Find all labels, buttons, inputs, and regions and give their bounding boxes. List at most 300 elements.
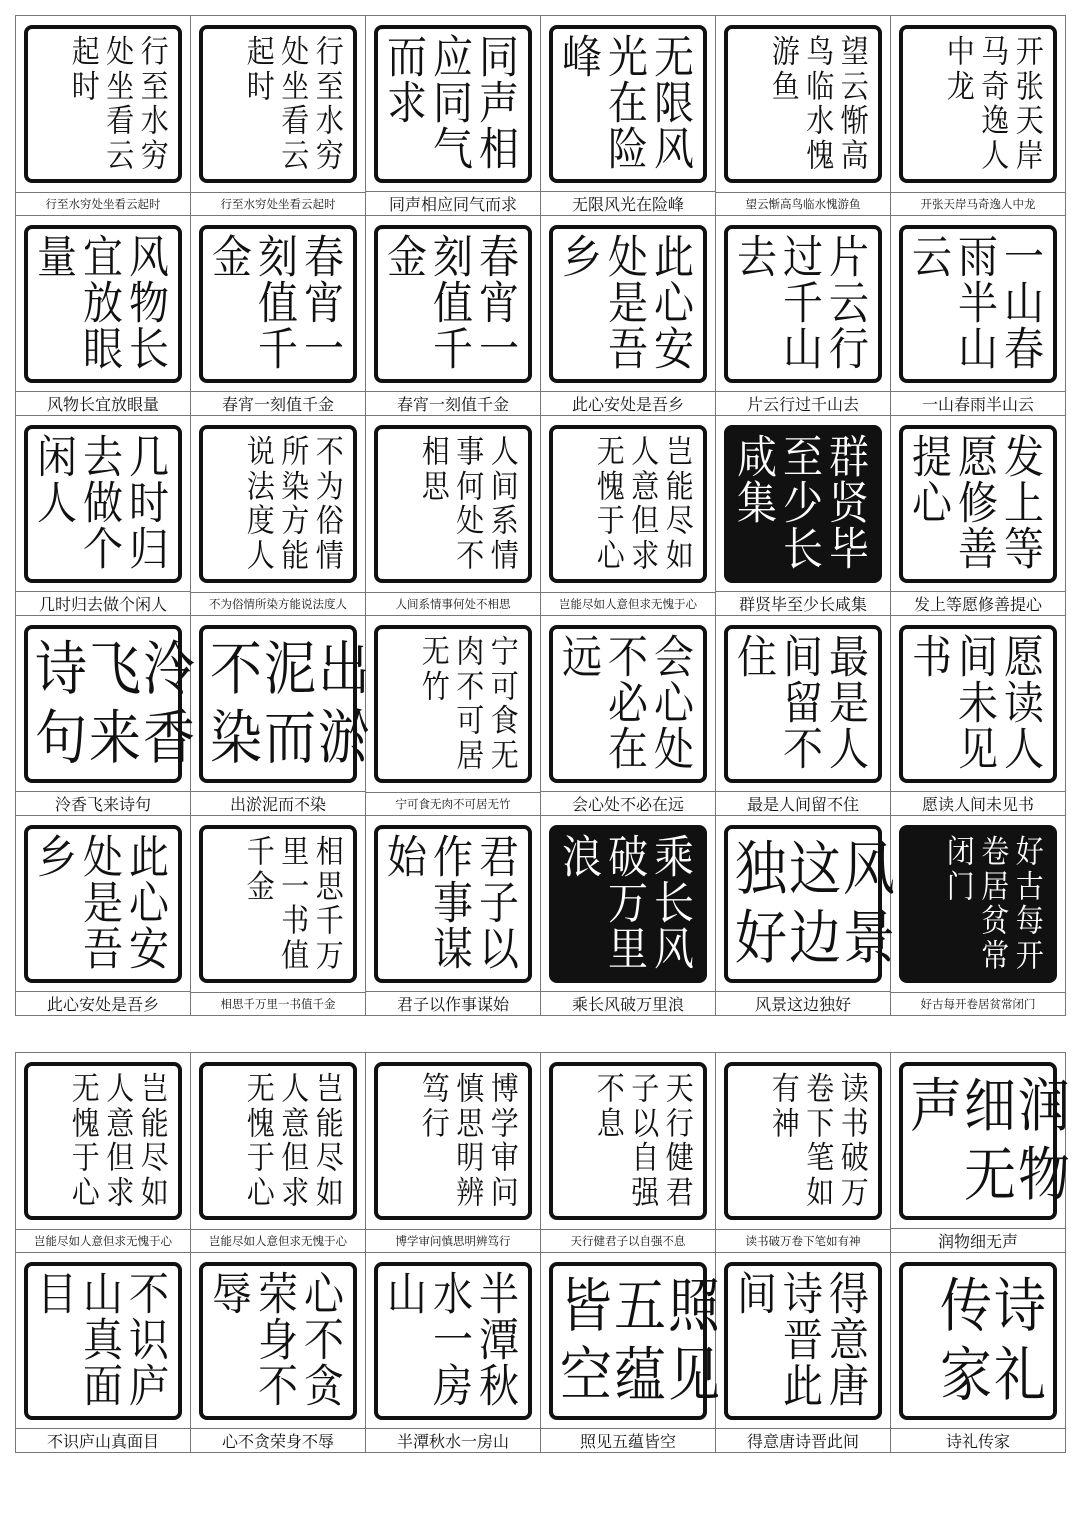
seal-glyph: 心 <box>596 536 625 574</box>
seal-glyph: 身 <box>258 1314 298 1367</box>
seal-glyph: 不 <box>596 1070 625 1108</box>
seal-glyph: 山 <box>783 323 823 376</box>
seal-stamp-red-outline <box>374 825 532 983</box>
seal-glyph: 但 <box>106 1139 135 1177</box>
seal-glyph: 法 <box>246 467 275 505</box>
seal-frame <box>891 816 1065 993</box>
seal-glyph: 思 <box>315 867 344 905</box>
seal-stamp-red-outline <box>24 625 196 783</box>
seal-stamp-red-outline <box>724 625 882 783</box>
seal-glyph: 相 <box>315 833 344 871</box>
seal-stamp-red-outline <box>24 1062 182 1220</box>
seal-glyph <box>385 503 418 539</box>
seal-glyph <box>420 703 453 739</box>
seal-frame <box>366 16 540 192</box>
seal-cell <box>16 1253 191 1453</box>
seal-glyph: 有 <box>771 1070 800 1108</box>
seal-glyph: 群 <box>829 431 869 484</box>
seal-glyph: 子 <box>479 877 519 930</box>
seal-glyph: 处 <box>281 33 310 71</box>
seal-stamp-red-outline <box>374 1262 532 1420</box>
seal-glyph <box>910 679 954 728</box>
seal-glyph: 云 <box>912 231 952 284</box>
seal-stamp-red-outline <box>899 425 1057 583</box>
seal-glyph: 片 <box>829 231 869 284</box>
seal-glyph: 常 <box>981 936 1010 974</box>
seal-glyph: 贤 <box>829 477 869 530</box>
seal-glyph: 如 <box>665 536 694 574</box>
seal-cell <box>16 1053 191 1253</box>
seal-frame <box>541 416 715 593</box>
seal-glyph: 长 <box>654 877 694 930</box>
seal-glyph: 能 <box>315 1104 344 1142</box>
seal-caption: 此心安处是吾乡 <box>46 995 159 1014</box>
seal-glyph <box>910 103 943 139</box>
seal-glyph: 心 <box>912 477 952 530</box>
seal-glyph: 至 <box>140 67 169 105</box>
seal-stamp-red-outline <box>724 1262 882 1420</box>
seal-glyph <box>560 725 604 774</box>
seal-glyph: 飞 <box>89 635 142 703</box>
seal-caption: 望云惭高鸟临水愧游鱼 <box>745 197 861 211</box>
seal-cell <box>891 216 1066 416</box>
seal-cell <box>366 416 541 616</box>
seal-glyph: 以 <box>631 1104 660 1142</box>
seal-glyph: 宵 <box>479 277 519 330</box>
seal-glyph <box>385 669 418 705</box>
seal-glyph: 君 <box>665 1173 694 1211</box>
seal-frame <box>716 216 890 392</box>
seal-stamp-red-outline <box>374 225 532 383</box>
seal-glyph <box>210 503 243 539</box>
seal-glyph: 思 <box>421 467 450 505</box>
seal-glyph: 人 <box>106 1070 135 1108</box>
seal-stamp-red-outline <box>549 425 707 583</box>
seal-cell <box>541 816 716 1016</box>
seal-glyph: 求 <box>281 1173 310 1211</box>
seal-glyph: 作 <box>433 831 473 884</box>
seal-glyph: 息 <box>596 1104 625 1142</box>
seal-glyph: 人 <box>829 723 869 776</box>
seal-glyph: 求 <box>387 77 427 130</box>
seal-glyph: 润 <box>1018 1072 1071 1140</box>
seal-glyph: 事 <box>433 877 473 930</box>
seal-glyph: 而 <box>387 31 427 84</box>
seal-glyph: 为 <box>315 467 344 505</box>
seal-glyph: 度 <box>246 502 275 540</box>
seal-glyph <box>735 1316 779 1365</box>
seal-frame <box>16 816 190 992</box>
seal-glyph: 如 <box>140 1173 169 1211</box>
seal-glyph: 春 <box>479 231 519 284</box>
seal-frame <box>191 616 371 792</box>
seal-frame <box>891 1053 1071 1229</box>
seal-glyph <box>385 703 418 739</box>
seal-glyph: 穷 <box>315 136 344 174</box>
seal-stamp-red-outline <box>24 825 182 983</box>
seal-glyph <box>910 725 954 774</box>
seal-glyph: 贫 <box>981 902 1010 940</box>
seal-glyph <box>735 138 768 174</box>
seal-glyph: 能 <box>665 467 694 505</box>
seal-glyph <box>385 538 418 574</box>
seal-glyph: 子 <box>631 1070 660 1108</box>
seal-stamp-red-outline <box>374 625 532 783</box>
seal-glyph <box>560 469 593 505</box>
seal-glyph: 情 <box>315 536 344 574</box>
seal-frame <box>366 416 540 593</box>
seal-glyph: 限 <box>654 77 694 130</box>
seal-frame <box>191 416 365 593</box>
seal-glyph <box>420 503 453 539</box>
seal-glyph: 皆 <box>560 1272 613 1340</box>
seal-glyph <box>560 679 604 728</box>
seal-glyph <box>385 1106 418 1142</box>
seal-glyph: 过 <box>783 231 823 284</box>
seal-glyph: 去 <box>737 231 777 284</box>
seal-glyph: 集 <box>737 477 777 530</box>
seal-glyph: 处 <box>83 831 123 884</box>
seal-glyph: 是 <box>608 277 648 330</box>
seal-glyph: 里 <box>608 923 648 976</box>
seal-glyph: 无 <box>654 31 694 84</box>
seal-stamp-red-outline <box>199 1262 357 1420</box>
seal-glyph <box>735 279 779 328</box>
seal-glyph: 马 <box>981 33 1010 71</box>
seal-glyph: 晋 <box>783 1314 823 1367</box>
seal-glyph <box>420 538 453 574</box>
seal-cell <box>191 1053 366 1253</box>
seal-glyph: 问 <box>490 1173 519 1211</box>
seal-glyph: 笔 <box>806 1139 835 1177</box>
seal-glyph: 得 <box>829 1268 869 1321</box>
seal-stamp-red-outline <box>24 1262 182 1420</box>
seal-glyph: 险 <box>608 123 648 176</box>
seal-glyph: 量 <box>37 231 77 284</box>
seal-glyph <box>560 434 593 470</box>
seal-glyph: 应 <box>433 31 473 84</box>
seal-glyph <box>35 69 68 105</box>
seal-cell <box>541 416 716 616</box>
seal-frame <box>716 616 890 792</box>
seal-cell <box>191 1253 366 1453</box>
seal-glyph: 染 <box>210 704 263 772</box>
seal-cell <box>366 16 541 216</box>
seal-glyph: 乡 <box>37 831 77 884</box>
seal-glyph: 卷 <box>806 1070 835 1108</box>
seal-cell <box>891 816 1066 1016</box>
seal-caption: 一山春雨半山云 <box>921 395 1034 414</box>
seal-glyph: 未 <box>958 677 998 730</box>
seal-glyph <box>35 34 68 70</box>
seal-caption: 泠香飞来诗句 <box>54 795 151 814</box>
seal-glyph: 慎 <box>456 1070 485 1108</box>
seal-caption: 风景这边独好 <box>754 995 851 1014</box>
seal-glyph <box>560 125 604 174</box>
seal-glyph: 而 <box>264 704 317 772</box>
seal-glyph: 每 <box>1015 902 1044 940</box>
seal-cell <box>16 616 196 816</box>
seal-glyph: 读 <box>840 1070 869 1108</box>
seal-glyph: 居 <box>981 867 1010 905</box>
seal-glyph: 真 <box>83 1314 123 1367</box>
seal-glyph: 下 <box>806 1104 835 1142</box>
seal-cell <box>716 616 891 816</box>
seal-glyph: 宜 <box>83 231 123 284</box>
seal-glyph: 无 <box>246 1070 275 1108</box>
seal-caption: 宁可食无肉不可居无竹 <box>395 797 511 811</box>
seal-glyph: 人 <box>490 433 519 471</box>
seal-caption: 乘长风破万里浪 <box>571 995 684 1014</box>
seal-caption: 出淤泥而不染 <box>229 795 326 814</box>
seal-glyph <box>560 1140 593 1176</box>
seal-glyph <box>560 1106 593 1142</box>
seal-glyph <box>560 279 604 328</box>
seal-glyph: 处 <box>608 231 648 284</box>
seal-glyph: 雨 <box>958 231 998 284</box>
seal-glyph: 水 <box>806 102 835 140</box>
seal-glyph: 起 <box>246 33 275 71</box>
seal-cell <box>366 1253 541 1453</box>
seal-frame <box>716 816 896 992</box>
seal-stamp-red-outline <box>199 825 357 983</box>
seal-glyph <box>735 1106 768 1142</box>
seal-caption: 春宵一刻值千金 <box>396 395 509 414</box>
seal-glyph: 千 <box>315 902 344 940</box>
seal-glyph <box>210 279 254 328</box>
seal-glyph: 张 <box>1015 67 1044 105</box>
seal-glyph <box>35 925 79 974</box>
seal-stamp-red-outline <box>374 425 532 583</box>
seal-glyph <box>945 138 978 174</box>
seal-glyph: 人 <box>631 433 660 471</box>
seal-grid-top <box>15 15 1066 1016</box>
seal-glyph <box>385 434 418 470</box>
seal-glyph: 但 <box>281 1139 310 1177</box>
seal-glyph: 健 <box>665 1139 694 1177</box>
seal-glyph <box>910 1268 938 1343</box>
seal-glyph: 于 <box>71 1139 100 1177</box>
seal-glyph: 一 <box>281 867 310 905</box>
seal-frame <box>366 1253 540 1429</box>
seal-glyph: 礼 <box>993 1341 1046 1409</box>
seal-glyph: 远 <box>562 631 602 684</box>
seal-caption: 同声相应同气而求 <box>388 195 517 214</box>
seal-frame <box>891 216 1065 392</box>
seal-frame <box>16 616 196 792</box>
seal-glyph <box>560 79 604 128</box>
seal-glyph: 值 <box>281 936 310 974</box>
seal-glyph <box>35 279 79 328</box>
seal-glyph: 气 <box>433 123 473 176</box>
seal-stamp-red-outline <box>199 625 371 783</box>
seal-glyph: 时 <box>246 67 275 105</box>
seal-stamp-red-outline <box>549 1262 721 1420</box>
seal-cell <box>366 1053 541 1253</box>
seal-glyph: 始 <box>387 831 427 884</box>
seal-glyph: 句 <box>35 704 88 772</box>
seal-glyph: 淤 <box>318 704 371 772</box>
seal-glyph: 于 <box>246 1139 275 1177</box>
seal-glyph <box>210 834 243 870</box>
seal-glyph: 水 <box>315 102 344 140</box>
seal-stamp-red-outline <box>724 1062 882 1220</box>
seal-glyph <box>385 1140 418 1176</box>
seal-glyph <box>945 938 978 974</box>
seal-glyph: 刻 <box>258 231 298 284</box>
seal-frame <box>16 1253 190 1429</box>
seal-glyph <box>385 738 418 774</box>
seal-glyph: 此 <box>654 231 694 284</box>
seal-glyph: 面 <box>83 1360 123 1413</box>
seal-caption: 人间系情事何处不相思 <box>395 597 511 611</box>
seal-glyph: 闭 <box>946 833 975 871</box>
seal-glyph: 至 <box>783 431 823 484</box>
seal-glyph: 求 <box>106 1173 135 1211</box>
seal-glyph: 人 <box>1004 723 1044 776</box>
seal-glyph: 修 <box>958 477 998 530</box>
seal-glyph: 是 <box>829 677 869 730</box>
seal-glyph: 不 <box>129 1268 169 1321</box>
seal-frame <box>191 1253 365 1429</box>
seal-caption: 读书破万卷下笔如有神 <box>745 1234 861 1248</box>
seal-glyph: 家 <box>939 1341 992 1409</box>
seal-glyph: 染 <box>281 467 310 505</box>
seal-glyph: 无 <box>421 633 450 671</box>
seal-glyph: 细 <box>964 1072 1017 1140</box>
seal-glyph: 做 <box>83 477 123 530</box>
seal-glyph: 人 <box>246 536 275 574</box>
seal-glyph: 间 <box>737 1268 777 1321</box>
seal-glyph <box>595 1175 628 1211</box>
seal-frame <box>366 1053 540 1230</box>
seal-glyph: 山 <box>387 1268 427 1321</box>
seal-stamp-red-outline <box>549 625 707 783</box>
seal-glyph <box>910 869 943 905</box>
seal-glyph <box>910 525 954 574</box>
seal-caption: 相思千万里一书值千金 <box>220 997 336 1011</box>
seal-glyph <box>385 469 418 505</box>
seal-glyph: 会 <box>654 631 694 684</box>
seal-glyph: 传 <box>939 1272 992 1340</box>
seal-cell <box>716 1253 891 1453</box>
seal-frame <box>716 16 890 193</box>
seal-caption: 岂能尽如人意但求无愧于心 <box>209 1234 347 1248</box>
seal-glyph: 不 <box>456 667 485 705</box>
seal-glyph: 诗 <box>993 1272 1046 1340</box>
seal-glyph <box>35 103 68 139</box>
seal-glyph: 春 <box>304 231 344 284</box>
seal-grid-bottom <box>15 1052 1071 1453</box>
seal-glyph <box>910 903 943 939</box>
seal-glyph: 心 <box>71 1173 100 1211</box>
seal-glyph: 咸 <box>737 431 777 484</box>
seal-glyph: 思 <box>456 1104 485 1142</box>
seal-glyph: 人 <box>37 477 77 530</box>
seal-glyph <box>735 1362 779 1411</box>
seal-glyph: 在 <box>608 77 648 130</box>
seal-caption: 行至水穷处坐看云起时 <box>45 197 161 211</box>
seal-glyph <box>210 869 243 905</box>
seal-stamp-red-outline <box>899 225 1057 383</box>
seal-glyph <box>385 1071 418 1107</box>
seal-glyph: 峰 <box>562 31 602 84</box>
seal-glyph: 审 <box>490 1139 519 1177</box>
seal-glyph: 万 <box>315 936 344 974</box>
seal-glyph: 同 <box>479 31 519 84</box>
seal-glyph: 不 <box>783 723 823 776</box>
seal-glyph: 等 <box>1004 523 1044 576</box>
seal-glyph: 处 <box>106 33 135 71</box>
seal-glyph: 书 <box>281 902 310 940</box>
seal-glyph: 这 <box>789 835 842 903</box>
seal-glyph: 房 <box>433 1360 473 1413</box>
seal-frame <box>541 16 715 192</box>
seal-glyph: 无 <box>964 1141 1017 1209</box>
seal-glyph: 提 <box>912 431 952 484</box>
seal-cell <box>716 816 896 1016</box>
seal-glyph <box>210 103 243 139</box>
seal-glyph: 好 <box>1015 833 1044 871</box>
seal-glyph: 开 <box>1015 33 1044 71</box>
seal-glyph: 风 <box>654 123 694 176</box>
seal-glyph: 书 <box>840 1104 869 1142</box>
seal-glyph: 岂 <box>665 433 694 471</box>
seal-glyph: 见 <box>958 723 998 776</box>
seal-glyph: 行 <box>829 323 869 376</box>
seal-glyph: 何 <box>456 467 485 505</box>
seal-glyph <box>910 834 943 870</box>
seal-caption: 群贤毕至少长咸集 <box>738 595 867 614</box>
seal-glyph: 破 <box>608 831 648 884</box>
seal-caption: 不为俗情所染方能说法度人 <box>209 597 347 611</box>
seal-stamp-red-outline <box>724 25 882 183</box>
seal-frame <box>16 16 190 193</box>
seal-glyph: 万 <box>608 877 648 930</box>
seal-frame <box>541 1253 721 1429</box>
seal-caption: 片云行过千山去 <box>746 395 859 414</box>
seal-glyph: 放 <box>83 277 123 330</box>
seal-glyph: 坐 <box>281 67 310 105</box>
seal-glyph: 闲 <box>37 431 77 484</box>
seal-frame <box>891 416 1065 592</box>
seal-glyph: 水 <box>140 102 169 140</box>
seal-caption: 心不贪荣身不辱 <box>221 1432 334 1451</box>
seal-glyph: 俗 <box>315 502 344 540</box>
seal-glyph <box>385 1316 429 1365</box>
seal-glyph: 岂 <box>140 1070 169 1108</box>
seal-glyph: 少 <box>783 477 823 530</box>
seal-caption: 开张天岸马奇逸人中龙 <box>920 197 1036 211</box>
seal-cell <box>541 1053 716 1253</box>
seal-glyph: 毕 <box>829 523 869 576</box>
seal-glyph: 肉 <box>456 633 485 671</box>
seal-caption: 照见五蕴皆空 <box>579 1432 676 1451</box>
seal-cell <box>891 416 1066 616</box>
seal-glyph <box>385 634 418 670</box>
seal-glyph: 安 <box>129 923 169 976</box>
seal-stamp-red-outline <box>374 25 532 183</box>
seal-glyph: 云 <box>281 136 310 174</box>
seal-glyph <box>595 1140 628 1176</box>
seal-glyph: 岸 <box>1015 136 1044 174</box>
seal-glyph: 龙 <box>946 67 975 105</box>
seal-caption: 得意唐诗晋此间 <box>746 1432 859 1451</box>
seal-glyph: 行 <box>421 1104 450 1142</box>
seal-glyph <box>210 1106 243 1142</box>
seal-glyph <box>35 1071 68 1107</box>
seal-glyph: 意 <box>829 1314 869 1367</box>
